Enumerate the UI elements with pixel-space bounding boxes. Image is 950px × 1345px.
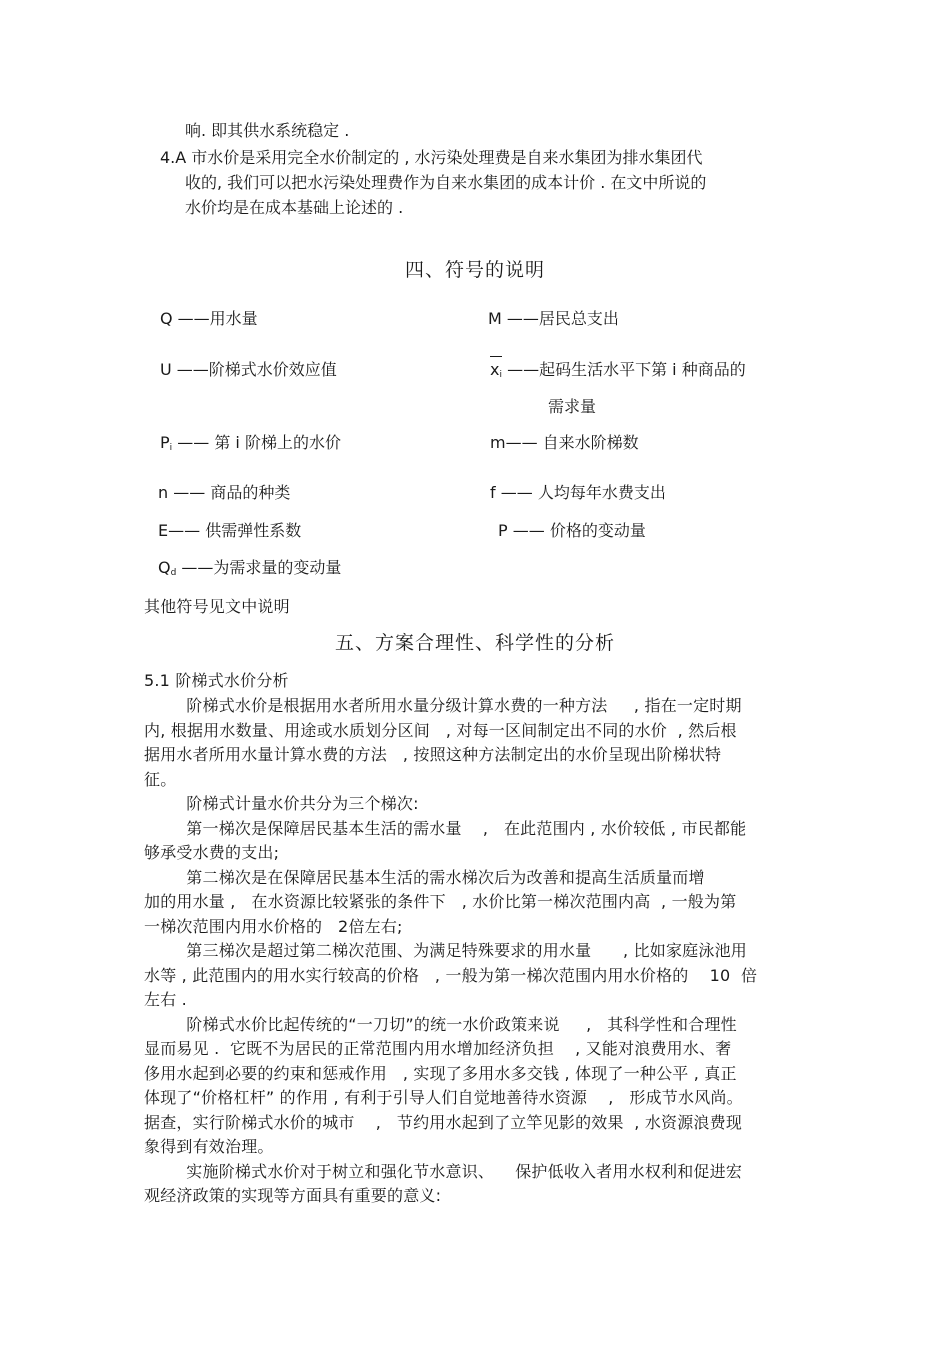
symbol-desc: —— 第 i 阶梯上的水价 (172, 433, 341, 452)
symbol-desc: —— 价格的变动量 (507, 521, 646, 540)
symbol-desc: ——起码生活水平下第 i 种商品的 (501, 360, 746, 379)
symbol-subscript: d (170, 568, 177, 578)
body-text-line: 象得到有效治理。 (144, 1137, 274, 1156)
body-text-line: 内, 根据用水数量、用途或水质划分区间 , 对每一区间制定出不同的水价 , 然后根 (144, 720, 737, 740)
body-text-line: 第二梯次是在保障居民基本生活的需水梯次后为改善和提高生活质量而增 (144, 867, 705, 887)
symbol: E (158, 521, 169, 540)
body-text-line: 据用水者所用水量计算水费的方法 , 按照这种方法制定出的水价呈现出阶梯状特 (144, 745, 722, 764)
symbol: $x_i$ (490, 360, 502, 380)
symbol: m (490, 433, 506, 452)
symbol-desc: ——用水量 (172, 309, 258, 328)
symbol-subscript: i (169, 443, 173, 453)
body-text-line: 显而易见 . 它既不为居民的正常范围内用水增加经济负担 , 又能对浪费用水、奢 (144, 1039, 732, 1058)
body-text-line: 体现了“价格杠杆” 的作用 , 有利于引导人们自觉地善待水资源 , 形成节水风尚。 (144, 1088, 743, 1107)
intro-line: 响. 即其供水系统稳定 . (185, 121, 350, 140)
symbol-entry (158, 555, 341, 578)
symbol-entry (490, 357, 746, 380)
symbols-note: 其他符号见文中说明 (144, 597, 290, 616)
symbol-entry (160, 430, 341, 453)
item-4-line: 4.A 市水价是采用完全水价制定的 , 水污染处理费是自来水集团为排水集团代 (160, 148, 703, 167)
symbol-desc: —— 人均每年水费支出 (495, 483, 666, 502)
body-text-line: 实施阶梯式水价对于树立和强化节水意识、 保护低收入者用水权利和促进宏 (144, 1161, 743, 1181)
symbol: P (160, 433, 170, 452)
symbol-entry (158, 518, 301, 541)
subsection-title: 5.1 阶梯式水价分析 (144, 671, 289, 690)
symbol-desc: ——阶梯式水价效应值 (171, 360, 337, 379)
symbol-desc: ——居民总支出 (501, 309, 619, 328)
body-text-line: 阶梯式计量水价共分为三个梯次: (144, 794, 419, 813)
symbol-desc: ——为需求量的变动量 (176, 558, 342, 577)
body-text-line: 观经济政策的实现等方面具有重要的意义: (144, 1186, 442, 1205)
body-text-line: 侈用水起到必要的约束和惩戒作用 , 实现了多用水多交钱 , 体现了一种公平 , 真正 (144, 1063, 737, 1083)
body-text-line: 征。 (144, 769, 177, 789)
symbol-entry (490, 480, 666, 503)
symbol-entry (158, 480, 290, 503)
symbol-desc: —— 供需弹性系数 (168, 521, 302, 540)
body-text-line: 阶梯式水价比起传统的“一刀切”的统一水价政策来说 , 其科学性和合理性 (144, 1014, 737, 1034)
body-text-line: 够承受水费的支出; (144, 843, 280, 862)
symbol-desc-continued: 需求量 (548, 397, 597, 416)
symbol: n (158, 483, 169, 502)
body-text-line: 左右 . (144, 990, 187, 1009)
body-text-line: 第一梯次是保障居民基本生活的需水量 , 在此范围内 , 水价较低 , 市民都能 (144, 818, 747, 838)
body-text-line: 水等 , 此范围内的用水实行较高的价格 , 一般为第一梯次范围内用水价格的 10 倍 (144, 965, 758, 985)
symbol-desc: —— 商品的种类 (168, 483, 291, 502)
symbol: Q (158, 558, 171, 577)
symbol-desc: —— 自来水阶梯数 (505, 433, 639, 452)
symbol: P (498, 521, 508, 540)
body-text-line: 第三梯次是超过第二梯次范围、为满足特殊要求的用水量 , 比如家庭泳池用 (144, 941, 747, 960)
body-text-line: 加的用水量 , 在水资源比较紧张的条件下 , 水价比第一梯次范围内高 , 一般为第 (144, 892, 737, 911)
symbol-entry (488, 306, 619, 329)
symbol: Q (160, 309, 173, 328)
section-title: 五、方案合理性、科学性的分析 (334, 632, 615, 654)
symbol: M (488, 309, 502, 328)
item-4-line: 收的, 我们可以把水污染处理费作为自来水集团的成本计价 . 在文中所说的 (185, 173, 707, 192)
body-text-line: 据查，实行阶梯式水价的城市 , 节约用水起到了立竿见影的效果 , 水资源浪费现 (144, 1112, 743, 1132)
item-4-line: 水价均是在成本基础上论述的 . (185, 198, 404, 217)
symbol-entry (160, 357, 337, 380)
symbol-entry (490, 430, 639, 453)
body-text-line: 阶梯式水价是根据用水者所用水量分级计算水费的一种方法 , 指在一定时期 (144, 696, 742, 715)
body-text-line: 一梯次范围内用水价格的 2倍左右; (144, 916, 403, 936)
symbol: f (490, 483, 496, 502)
symbol-entry (498, 518, 646, 541)
symbol-entry (160, 306, 258, 329)
symbol-subscript: i (499, 370, 502, 380)
section-title: 四、符号的说明 (404, 259, 545, 281)
symbol: U (160, 360, 172, 379)
